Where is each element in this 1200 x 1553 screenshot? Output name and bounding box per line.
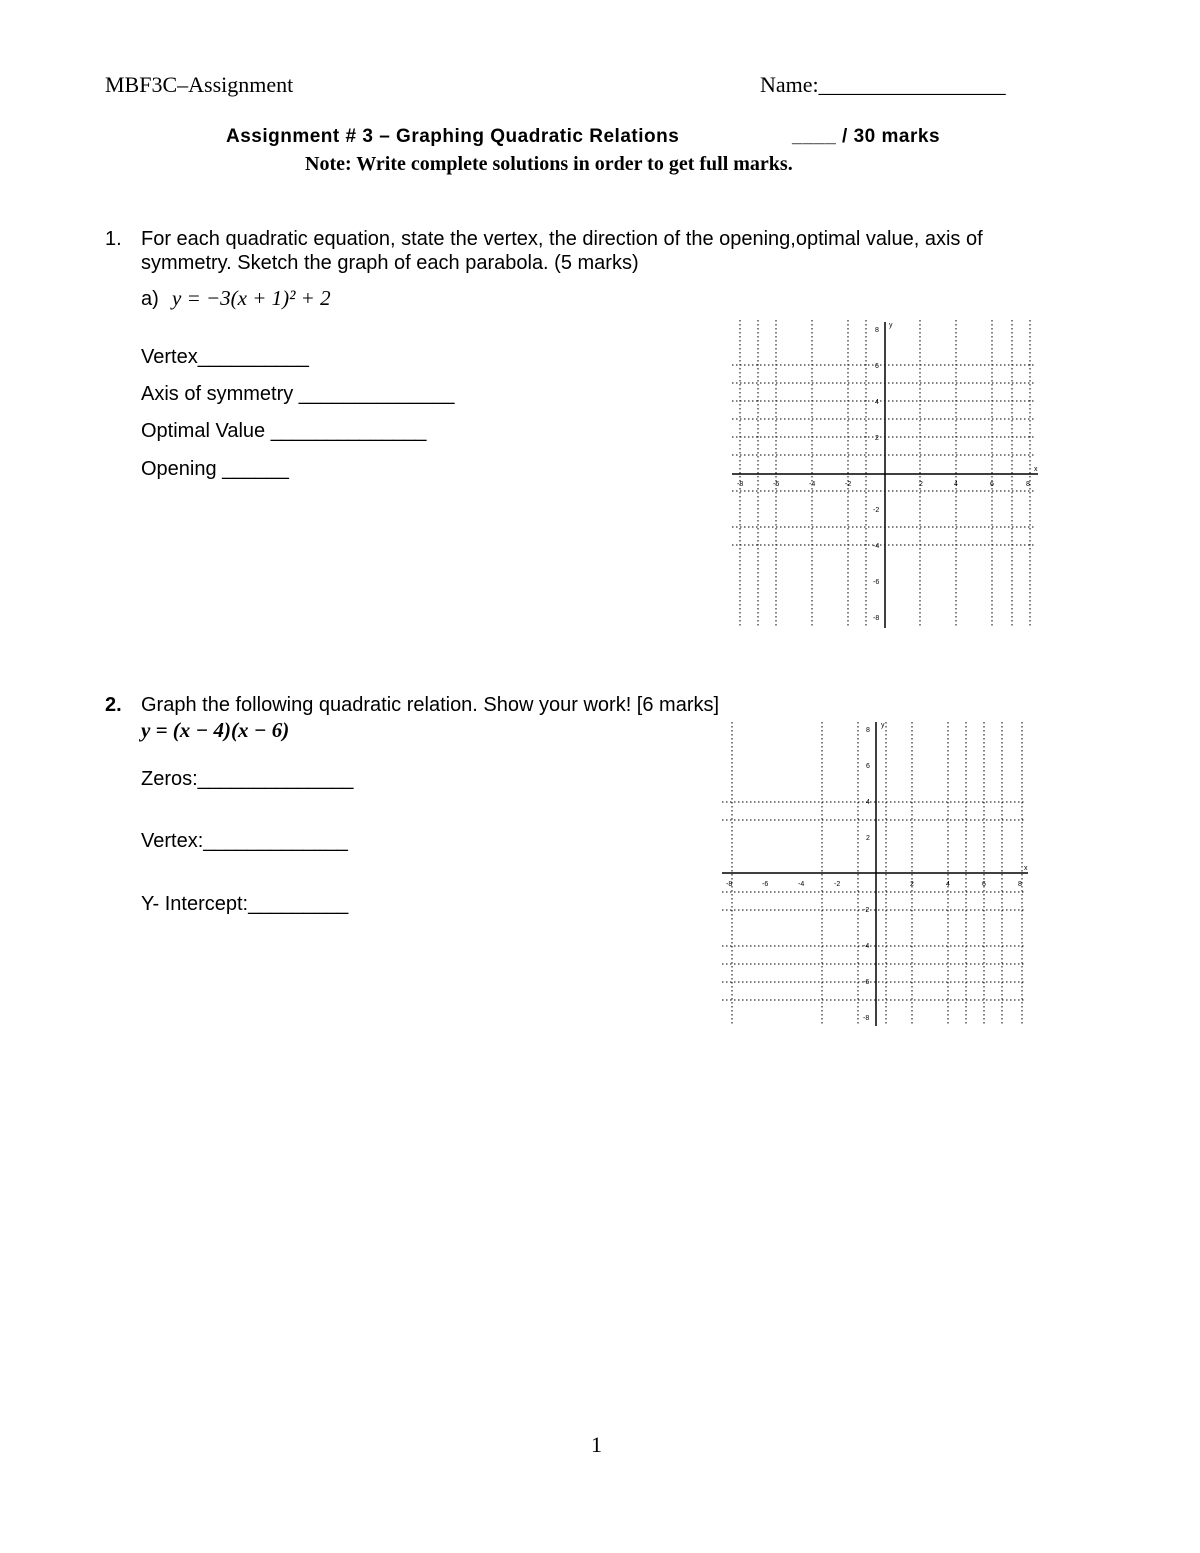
graph-2-x-tick: -8 [726,881,733,888]
graph-1-x-tick: 4 [954,481,958,488]
graph-2-y-tick: 2 [866,835,870,842]
graph-1-y-tick: -8 [873,615,880,622]
opening-field[interactable]: Opening ______ [141,458,289,480]
graph-2-y-tick: -4 [863,943,870,950]
graph-2-x-tick: 4 [946,881,950,888]
graph-2-x-axis-label: x [1024,865,1028,872]
graph-2-x-tick: 2 [910,881,914,888]
graph-2-y-tick: -8 [863,1015,870,1022]
graph-1-y-axis-label: y [889,322,893,329]
question-1a-equation: y = −3(x + 1)² + 2 [172,286,331,310]
graph-2-y-tick: 4 [866,799,870,806]
graph-1-x-tick: 2 [919,481,923,488]
graph-1-y-tick: -6 [873,579,880,586]
question-1-text-line1: For each quadratic equation, state the vertex, the direction of the opening,optimal value, axis of [141,228,983,250]
question-2-number: 2. [105,694,122,716]
name-field[interactable]: Name:_________________ [760,72,1006,97]
axis-of-symmetry-field[interactable]: Axis of symmetry ______________ [141,383,455,405]
vertex-field[interactable]: Vertex__________ [141,346,309,368]
graph-1-y-tick: 6 [875,363,879,370]
graph-1-x-tick: 8 [1026,481,1030,488]
zeros-field[interactable]: Zeros:______________ [141,768,354,790]
graph-2-x-tick: -2 [834,881,841,888]
graph-1-y-tick: -2 [873,507,880,514]
graph-1-y-tick: 4 [875,399,879,406]
question-2-text: Graph the following quadratic relation. Show your work! [6 marks] [141,694,720,716]
graph-2-y-axis-label: y [881,722,885,729]
y-intercept-field[interactable]: Y- Intercept:_________ [141,893,349,915]
graph-2-x-tick: 6 [982,881,986,888]
question-1-number: 1. [105,228,122,250]
graph-2-grid[interactable] [718,718,1036,1030]
instructions-note: Note: Write complete solutions in order to get full marks. [305,153,793,175]
graph-1-x-tick: -4 [809,481,816,488]
graph-1-x-tick: -2 [845,481,852,488]
graph-1-x-tick: -8 [737,481,744,488]
graph-2-y-tick: -6 [863,979,870,986]
question-1a-label: a) [141,288,159,310]
graph-1-x-tick: -6 [773,481,780,488]
graph-1-y-tick: 8 [875,327,879,334]
graph-2-y-tick: 6 [866,763,870,770]
graph-2-x-tick: -4 [798,881,805,888]
graph-1-y-tick: -4 [873,543,880,550]
optimal-value-field[interactable]: Optimal Value ______________ [141,420,427,442]
vertex-field[interactable]: Vertex:_____________ [141,830,348,852]
graph-1-x-axis-label: x [1034,466,1038,473]
marks-total: ____ / 30 marks [792,126,941,147]
graph-2-y-tick: -2 [863,907,870,914]
question-1-text-line2: symmetry. Sketch the graph of each parabola. (5 marks) [141,252,639,274]
graph-1-x-tick: 6 [990,481,994,488]
graph-1-grid[interactable] [728,318,1044,632]
graph-2-x-tick: 8 [1018,881,1022,888]
graph-2-x-tick: -6 [762,881,769,888]
page-number: 1 [591,1432,602,1457]
assignment-title: Assignment # 3 – Graphing Quadratic Relations [226,126,680,147]
graph-2-y-tick: 8 [866,727,870,734]
course-label: MBF3C–Assignment [105,72,294,97]
graph-1-y-tick: 2 [875,435,879,442]
question-2-equation: y = (x − 4)(x − 6) [141,718,290,742]
